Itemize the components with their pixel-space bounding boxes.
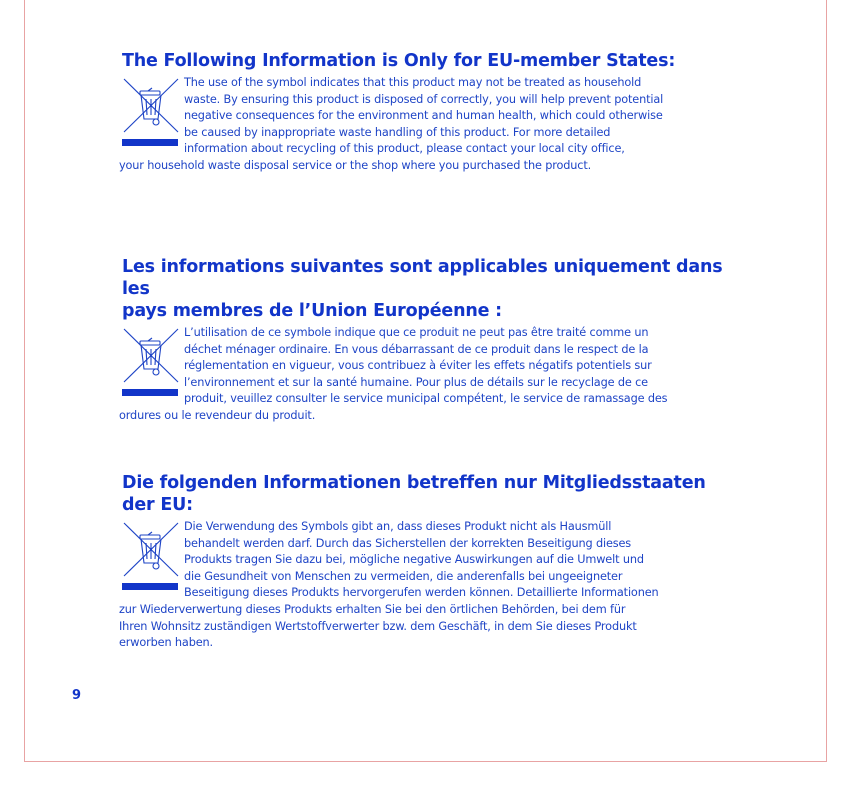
body-line: réglementation en vigueur, vous contribuez à éviter les effets négatifs potentiels sur bbox=[184, 359, 652, 373]
heading-french-line2: pays membres de l’Union Européenne : bbox=[122, 301, 502, 321]
body-english bbox=[119, 75, 727, 175]
heading-french-line1: Les informations suivantes sont applicables uniquement dans les bbox=[122, 257, 723, 299]
heading-english: The Following Information is Only for EU-member States: bbox=[122, 51, 676, 71]
body-line: Die Verwendung des Symbols gibt an, dass dieses Produkt nicht als Hausmüll bbox=[184, 520, 612, 533]
body-line: produit, veuillez consulter le service municipal compétent, le service de ramassage des bbox=[184, 392, 668, 406]
heading-german: Die folgenden Informationen betreffen nur Mitgliedsstaaten der EU: bbox=[122, 473, 706, 515]
section-french bbox=[119, 256, 727, 425]
crossed-out-wheelie-bin-icon bbox=[122, 77, 180, 149]
body-line: Produkts tragen Sie dazu bei, mögliche negative Auswirkungen auf die Umwelt und bbox=[184, 553, 644, 567]
body-french bbox=[119, 325, 727, 425]
crossed-out-wheelie-bin-icon bbox=[122, 521, 180, 593]
body-line: waste. By ensuring this product is disposed of correctly, you will help prevent potential bbox=[184, 92, 664, 106]
body-line: die Gesundheit von Menschen zu vermeiden, die anderenfalls bei ungeeigneter bbox=[184, 569, 623, 583]
body-line: l’environnement et sur la santé humaine. Pour plus de détails sur le recyclage de ce bbox=[184, 375, 648, 389]
body-line: be caused by inappropriate waste handling of this product. For more detailed bbox=[184, 125, 611, 139]
body-german bbox=[119, 519, 727, 652]
body-line: erworben haben. bbox=[119, 636, 213, 650]
section-english bbox=[119, 50, 727, 175]
body-line: The use of the symbol indicates that this product may not be treated as household bbox=[184, 76, 642, 89]
body-line: déchet ménager ordinaire. En vous débarrassant de ce produit dans le respect de la bbox=[184, 342, 649, 356]
crossed-out-wheelie-bin-icon bbox=[122, 327, 180, 399]
body-line: Beseitigung dieses Produkts hervorgerufen werden können. Detaillierte Informationen bbox=[184, 586, 659, 600]
body-line: L’utilisation de ce symbole indique que ce produit ne peut pas être traité comme un bbox=[184, 326, 649, 339]
body-line: Ihren Wohnsitz zuständigen Wertstoffverwerter bzw. dem Geschäft, in dem Sie dieses Produkt bbox=[119, 619, 637, 633]
heading-french bbox=[122, 256, 727, 322]
body-line: information about recycling of this product, please contact your local city office, bbox=[184, 142, 625, 156]
body-line: behandelt werden darf. Durch das Sicherstellen der korrekten Beseitigung dieses bbox=[184, 536, 632, 550]
body-line: zur Wiederverwertung dieses Produkts erhalten Sie bei den örtlichen Behörden, bei dem für bbox=[119, 602, 626, 616]
body-line: ordures ou le revendeur du produit. bbox=[119, 408, 316, 422]
body-line: your household waste disposal service or the shop where you purchased the product. bbox=[119, 158, 592, 172]
body-line: negative consequences for the environment and human health, which could otherwise bbox=[184, 109, 663, 123]
page-number: 9 bbox=[72, 688, 82, 703]
section-german bbox=[119, 472, 727, 652]
